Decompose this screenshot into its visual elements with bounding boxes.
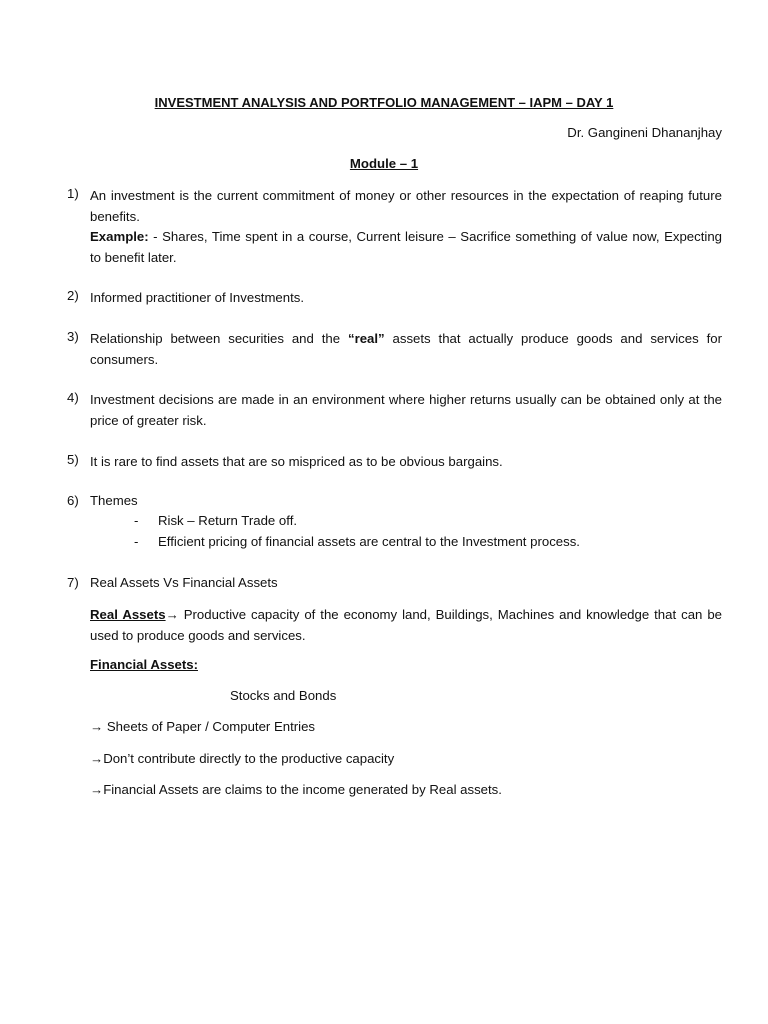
item-3-text-after: assets that actually produce goods and services for consumers. (90, 331, 722, 367)
financial-assets-heading (90, 657, 722, 672)
bullet-text: Risk – Return Trade off. (158, 513, 298, 528)
item-number-3: 3) (67, 329, 79, 344)
bullet-dash: - (134, 513, 139, 528)
item-3-text-before: Relationship between securities and the (90, 331, 348, 346)
arrow-line: →Financial Assets are claims to the income generated by Real assets. (90, 782, 502, 797)
module-heading: Module – 1 (349, 156, 419, 171)
real-assets-paragraph (90, 605, 722, 646)
item-text-2: Informed practitioner of Investments. (90, 290, 305, 305)
item-number-6: 6) (67, 493, 79, 508)
item-number-5: 5) (67, 452, 79, 467)
real-assets-label: Real Assets (90, 607, 166, 622)
arrow-line: →Don’t contribute directly to the productive capacity (90, 751, 395, 766)
item-number-7: 7) (67, 575, 79, 590)
example-label: Example: (90, 229, 149, 244)
document-title: INVESTMENT ANALYSIS AND PORTFOLIO MANAGEMENT – IAPM – DAY 1 (154, 95, 614, 110)
item-number-2: 2) (67, 288, 79, 303)
item-text-1: An investment is the current commitment of money or other resources in the expectation of reaping future benefits. (90, 188, 722, 224)
item-number-1: 1) (67, 186, 79, 201)
item-text-7: Real Assets Vs Financial Assets (90, 575, 278, 590)
item-text-3 (90, 329, 722, 370)
bullet-text: Efficient pricing of financial assets are central to the Investment process. (158, 534, 580, 549)
stocks-and-bonds: Stocks and Bonds (230, 688, 337, 703)
item-text-6: Themes (90, 493, 138, 508)
bullet-dash: - (134, 534, 139, 549)
item-text-5: It is rare to find assets that are so mispriced as to be obvious bargains. (90, 454, 503, 469)
item-number-4: 4) (67, 390, 79, 405)
financial-assets-label: Financial Assets: (90, 657, 198, 672)
example-text: - Shares, Time spent in a course, Current leisure – Sacrifice something of value now, Expecting to benefit later. (90, 229, 722, 265)
item-text-4: Investment decisions are made in an environment where higher returns usually can be obtained only at the price of greater risk. (90, 392, 722, 428)
item-example-1 (90, 227, 722, 268)
author-name: Dr. Gangineni Dhananjhay (567, 125, 722, 140)
arrow-line: → Sheets of Paper / Computer Entries (90, 719, 316, 734)
real-bold-word: “real” (347, 331, 385, 346)
real-assets-text: → Productive capacity of the economy land, Buildings, Machines and knowledge that can be used to produce goods and services. (90, 607, 722, 643)
